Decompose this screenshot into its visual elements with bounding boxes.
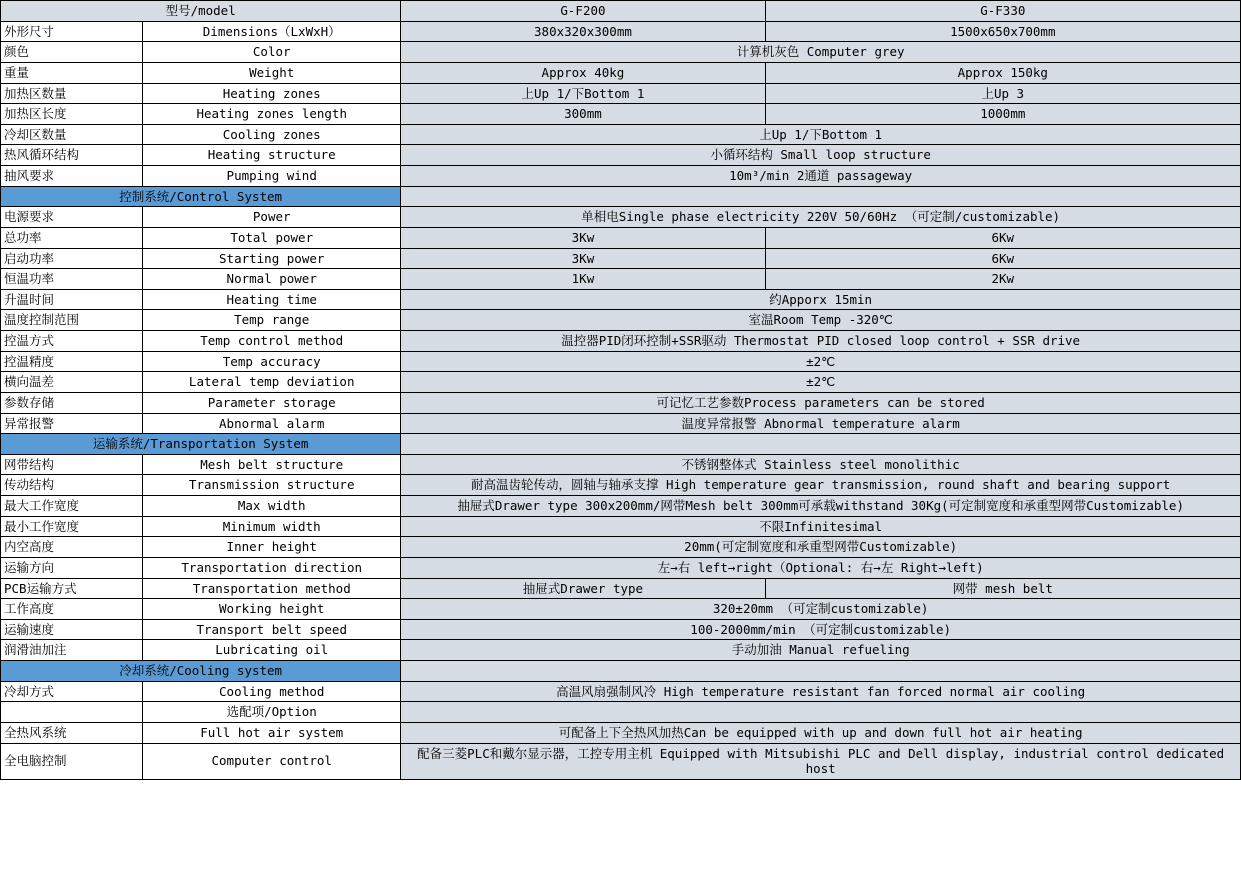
row-label-cn: 重量 bbox=[1, 62, 143, 83]
section-header: 运输系统/Transportation System bbox=[1, 434, 401, 455]
row-label-en: Weight bbox=[143, 62, 401, 83]
row-label-cn: 横向温差 bbox=[1, 372, 143, 393]
row-value-shared: ±2℃ bbox=[401, 372, 1241, 393]
row-value-gf330: 2Kw bbox=[765, 269, 1240, 290]
row-value-shared: 不锈钢整体式 Stainless steel monolithic bbox=[401, 454, 1241, 475]
row-label-en: Normal power bbox=[143, 269, 401, 290]
specification-table-body bbox=[1, 1, 1241, 780]
table-row bbox=[1, 392, 1241, 413]
row-label-cn: 异常报警 bbox=[1, 413, 143, 434]
table-row bbox=[1, 351, 1241, 372]
row-label-cn: 最大工作宽度 bbox=[1, 496, 143, 517]
row-value-shared: 上Up 1/下Bottom 1 bbox=[401, 124, 1241, 145]
row-value-gf330: 1000mm bbox=[765, 104, 1240, 125]
row-value-shared: 室温Room Temp -320℃ bbox=[401, 310, 1241, 331]
table-row bbox=[1, 578, 1241, 599]
table-row bbox=[1, 21, 1241, 42]
row-value-gf200: 380x320x300mm bbox=[401, 21, 765, 42]
row-label-cn: 外形尺寸 bbox=[1, 21, 143, 42]
table-row bbox=[1, 248, 1241, 269]
row-label-en: Heating time bbox=[143, 289, 401, 310]
row-label-cn: 控温精度 bbox=[1, 351, 143, 372]
table-row bbox=[1, 537, 1241, 558]
table-row bbox=[1, 207, 1241, 228]
table-row bbox=[1, 413, 1241, 434]
row-value-shared: 20mm(可定制宽度和承重型网带Customizable) bbox=[401, 537, 1241, 558]
row-label-en: Abnormal alarm bbox=[143, 413, 401, 434]
table-row bbox=[1, 681, 1241, 702]
row-label-cn: 热风循环结构 bbox=[1, 145, 143, 166]
row-label-cn: PCB运输方式 bbox=[1, 578, 143, 599]
row-value-shared: 手动加油 Manual refueling bbox=[401, 640, 1241, 661]
table-row bbox=[1, 475, 1241, 496]
row-value-shared: 小循环结构 Small loop structure bbox=[401, 145, 1241, 166]
row-value-gf200: Approx 40kg bbox=[401, 62, 765, 83]
row-value-shared: 温度异常报警 Abnormal temperature alarm bbox=[401, 413, 1241, 434]
row-label-cn: 润滑油加注 bbox=[1, 640, 143, 661]
row-label-cn: 全热风系统 bbox=[1, 722, 143, 743]
row-value-gf330: 上Up 3 bbox=[765, 83, 1240, 104]
table-row bbox=[1, 640, 1241, 661]
row-value-gf200: 上Up 1/下Bottom 1 bbox=[401, 83, 765, 104]
row-value-shared: 100-2000mm/min （可定制customizable) bbox=[401, 619, 1241, 640]
row-value-gf200: 1Kw bbox=[401, 269, 765, 290]
row-value-gf330: 6Kw bbox=[765, 248, 1240, 269]
table-row bbox=[1, 310, 1241, 331]
table-row bbox=[1, 227, 1241, 248]
row-label-en: Transportation direction bbox=[143, 557, 401, 578]
row-value-shared: 320±20mm （可定制customizable) bbox=[401, 599, 1241, 620]
row-value-gf200: 3Kw bbox=[401, 227, 765, 248]
row-label-en: Heating structure bbox=[143, 145, 401, 166]
row-value-shared: 约Apporx 15min bbox=[401, 289, 1241, 310]
row-value-gf330: 网带 mesh belt bbox=[765, 578, 1240, 599]
row-label-en: Starting power bbox=[143, 248, 401, 269]
row-label-en: Computer control bbox=[143, 743, 401, 779]
row-label-en: Heating zones length bbox=[143, 104, 401, 125]
row-label-en: Mesh belt structure bbox=[143, 454, 401, 475]
row-label-cn: 抽风要求 bbox=[1, 166, 143, 187]
row-value-gf330: 1500x650x700mm bbox=[765, 21, 1240, 42]
table-row bbox=[1, 62, 1241, 83]
row-value-shared: 高温风扇强制风冷 High temperature resistant fan forced normal air cooling bbox=[401, 681, 1241, 702]
row-value-shared: 单相电Single phase electricity 220V 50/60Hz （可定制/customizable) bbox=[401, 207, 1241, 228]
row-label-cn: 运输方向 bbox=[1, 557, 143, 578]
row-label-en: Working height bbox=[143, 599, 401, 620]
row-value-shared: 温控器PID闭环控制+SSR驱动 Thermostat PID closed loop control + SSR drive bbox=[401, 331, 1241, 352]
table-row bbox=[1, 557, 1241, 578]
section-header-filler bbox=[401, 661, 1241, 682]
row-label-cn: 冷却区数量 bbox=[1, 124, 143, 145]
row-label-cn: 工作高度 bbox=[1, 599, 143, 620]
table-row bbox=[1, 42, 1241, 63]
table-row bbox=[1, 166, 1241, 187]
row-value-shared: 计算机灰色 Computer grey bbox=[401, 42, 1241, 63]
table-row bbox=[1, 1, 1241, 22]
row-label-en: Temp control method bbox=[143, 331, 401, 352]
row-value-gf200: 抽屉式Drawer type bbox=[401, 578, 765, 599]
table-row bbox=[1, 661, 1241, 682]
row-value-shared: 可配备上下全热风加热Can be equipped with up and down full hot air heating bbox=[401, 722, 1241, 743]
row-label-en: Lubricating oil bbox=[143, 640, 401, 661]
row-value-shared: 不限Infinitesimal bbox=[401, 516, 1241, 537]
row-label-cn bbox=[1, 702, 143, 723]
row-label-cn: 恒温功率 bbox=[1, 269, 143, 290]
row-label-cn: 参数存储 bbox=[1, 392, 143, 413]
row-value-shared: ±2℃ bbox=[401, 351, 1241, 372]
row-label-en: Power bbox=[143, 207, 401, 228]
table-row bbox=[1, 104, 1241, 125]
table-header-model-gf330: G-F330 bbox=[765, 1, 1240, 22]
table-row bbox=[1, 702, 1241, 723]
table-row bbox=[1, 145, 1241, 166]
row-label-en: Lateral temp deviation bbox=[143, 372, 401, 393]
row-label-en: Total power bbox=[143, 227, 401, 248]
row-label-en: Minimum width bbox=[143, 516, 401, 537]
row-label-en: Cooling method bbox=[143, 681, 401, 702]
row-label-cn: 运输速度 bbox=[1, 619, 143, 640]
section-header: 冷却系统/Cooling system bbox=[1, 661, 401, 682]
option-header: 选配项/Option bbox=[143, 702, 401, 723]
table-row bbox=[1, 289, 1241, 310]
row-label-en: Full hot air system bbox=[143, 722, 401, 743]
table-row bbox=[1, 124, 1241, 145]
row-label-en: Transmission structure bbox=[143, 475, 401, 496]
table-row bbox=[1, 434, 1241, 455]
row-value-gf330: 6Kw bbox=[765, 227, 1240, 248]
row-label-cn: 升温时间 bbox=[1, 289, 143, 310]
row-value-gf330: Approx 150kg bbox=[765, 62, 1240, 83]
row-value-gf200: 3Kw bbox=[401, 248, 765, 269]
row-value-gf200: 300mm bbox=[401, 104, 765, 125]
row-label-cn: 冷却方式 bbox=[1, 681, 143, 702]
row-label-cn: 传动结构 bbox=[1, 475, 143, 496]
row-value-shared: 10m³/min 2通道 passageway bbox=[401, 166, 1241, 187]
row-label-cn: 颜色 bbox=[1, 42, 143, 63]
table-row bbox=[1, 496, 1241, 517]
row-label-cn: 全电脑控制 bbox=[1, 743, 143, 779]
row-label-cn: 加热区长度 bbox=[1, 104, 143, 125]
table-row bbox=[1, 186, 1241, 207]
row-label-cn: 网带结构 bbox=[1, 454, 143, 475]
row-label-en: Transportation method bbox=[143, 578, 401, 599]
section-header-filler bbox=[401, 434, 1241, 455]
row-value-shared: 左→右 left→right（Optional: 右→左 Right→left) bbox=[401, 557, 1241, 578]
row-label-cn: 电源要求 bbox=[1, 207, 143, 228]
table-row bbox=[1, 269, 1241, 290]
table-row bbox=[1, 372, 1241, 393]
table-row bbox=[1, 83, 1241, 104]
row-label-en: Transport belt speed bbox=[143, 619, 401, 640]
table-header-model: 型号/model bbox=[1, 1, 401, 22]
section-header: 控制系统/Control System bbox=[1, 186, 401, 207]
row-label-cn: 总功率 bbox=[1, 227, 143, 248]
row-label-en: Temp range bbox=[143, 310, 401, 331]
row-value-shared: 耐高温齿轮传动，圆轴与轴承支撑 High temperature gear transmission, round shaft and bearing support bbox=[401, 475, 1241, 496]
row-label-cn: 控温方式 bbox=[1, 331, 143, 352]
table-row bbox=[1, 722, 1241, 743]
row-label-cn: 最小工作宽度 bbox=[1, 516, 143, 537]
row-value-shared: 抽屉式Drawer type 300x200mm/网带Mesh belt 300mm可承载withstand 30Kg(可定制宽度和承重型网带Customizable) bbox=[401, 496, 1241, 517]
row-label-en: Dimensions（LxWxH） bbox=[143, 21, 401, 42]
row-label-en: Parameter storage bbox=[143, 392, 401, 413]
row-label-en: Cooling zones bbox=[143, 124, 401, 145]
row-label-en: Color bbox=[143, 42, 401, 63]
row-label-en: Max width bbox=[143, 496, 401, 517]
row-label-en: Heating zones bbox=[143, 83, 401, 104]
row-label-en: Pumping wind bbox=[143, 166, 401, 187]
table-header-model-gf200: G-F200 bbox=[401, 1, 765, 22]
table-row bbox=[1, 331, 1241, 352]
section-header-filler bbox=[401, 186, 1241, 207]
row-label-cn: 启动功率 bbox=[1, 248, 143, 269]
table-row bbox=[1, 454, 1241, 475]
table-row bbox=[1, 599, 1241, 620]
row-value-shared: 配备三菱PLC和戴尔显示器，工控专用主机 Equipped with Mitsubishi PLC and Dell display, industrial control dedicated host bbox=[401, 743, 1241, 779]
table-row bbox=[1, 619, 1241, 640]
row-label-cn: 温度控制范围 bbox=[1, 310, 143, 331]
row-label-cn: 内空高度 bbox=[1, 537, 143, 558]
row-value-shared: 可记忆工艺参数Process parameters can be stored bbox=[401, 392, 1241, 413]
table-row bbox=[1, 743, 1241, 779]
row-label-en: Inner height bbox=[143, 537, 401, 558]
row-label-en: Temp accuracy bbox=[143, 351, 401, 372]
row-label-cn: 加热区数量 bbox=[1, 83, 143, 104]
table-row bbox=[1, 516, 1241, 537]
option-header-filler bbox=[401, 702, 1241, 723]
